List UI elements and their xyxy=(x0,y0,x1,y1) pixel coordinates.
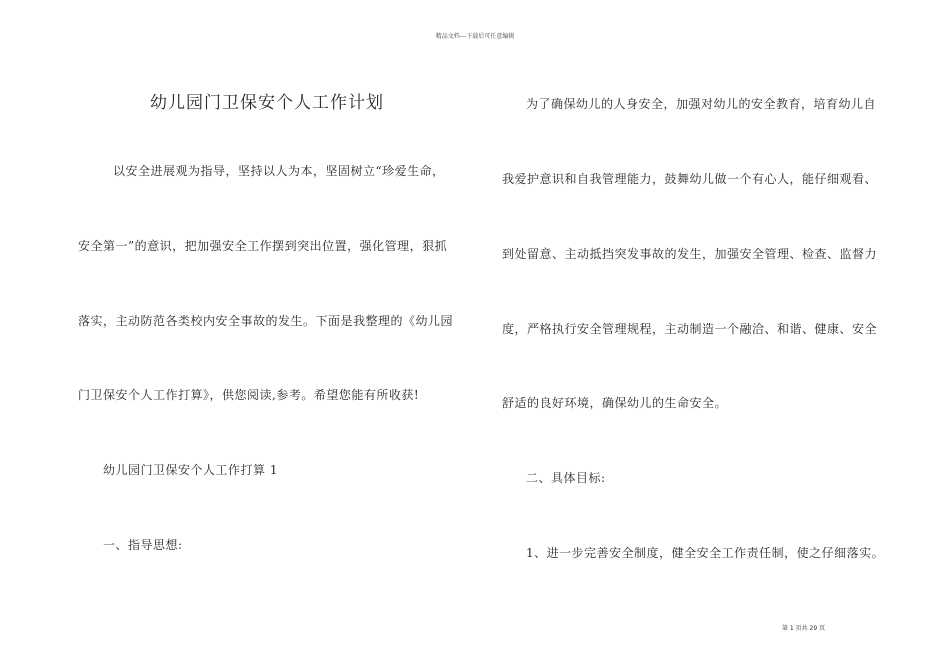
right-paragraph-line: 舒适的良好环境，确保幼儿的生命安全。 xyxy=(502,396,728,410)
section-heading: 二、具体目标: xyxy=(526,471,606,485)
section-heading: 一、指导思想: xyxy=(103,538,183,552)
right-paragraph-line: 我爱护意识和自我管理能力，鼓舞幼儿做一个有心人，能仔细观看、 xyxy=(502,172,878,186)
section-heading: 幼儿园门卫保安个人工作打算 1 xyxy=(103,463,278,477)
right-paragraph-line: 度，严格执行安全管理规程，主动制造一个融洽、和谐、健康、安全 xyxy=(502,322,878,336)
left-paragraph-line: 落实，主动防范各类校内安全事故的发生。下面是我整理的《幼儿园 xyxy=(78,314,454,328)
right-paragraph-line: 1、进一步完善安全制度，健全安全工作责任制，使之仔细落实。 xyxy=(526,546,885,560)
document-title: 幼儿园门卫保安个人工作计划 xyxy=(150,93,384,113)
right-paragraph-line: 到处留意、主动抵挡突发事故的发生，加强安全管理、检查、监督力 xyxy=(502,247,878,261)
left-paragraph-line: 门卫保安个人工作打算》，供您阅读,参考。希望您能有所收获! xyxy=(78,388,420,402)
right-paragraph-line: 为了确保幼儿的人身安全，加强对幼儿的安全教育，培育幼儿自 xyxy=(526,97,877,111)
left-paragraph-line: 以安全进展观为指导，坚持以人为本，坚固树立“珍爱生命， xyxy=(113,164,445,178)
page-header: 精品文档---下载后可任意编辑 xyxy=(435,33,515,40)
page-number: 第 1 页共 29 页 xyxy=(782,625,826,632)
left-paragraph-line: 安全第一”的意识，把加强安全工作摆到突出位置，强化管理，狠抓 xyxy=(78,239,448,253)
